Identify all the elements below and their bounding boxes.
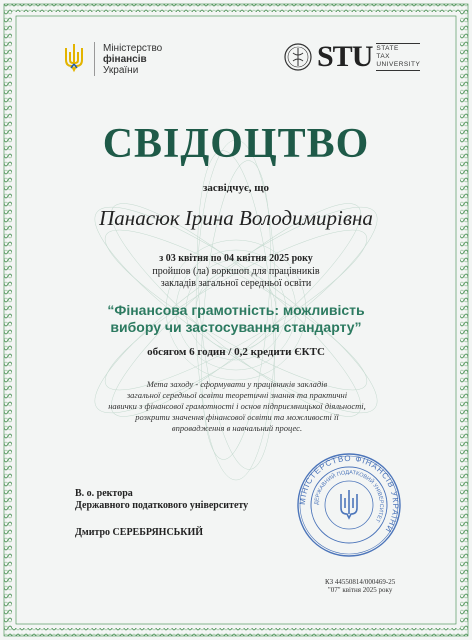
ministry-line-1: Міністерство xyxy=(103,42,163,54)
stamp-inner-text: ДЕРЖАВНИЙ ПОДАТКОВИЙ УНІВЕРСИТЕТ xyxy=(313,469,385,524)
ministry-name xyxy=(103,43,162,76)
signer-name: Дмитро СЕРЕБРЯНСЬКИЙ xyxy=(75,527,204,538)
ministry-line-3: України xyxy=(103,64,139,76)
course-volume: обсягом 6 годин / 0,2 кредити ЄКТС xyxy=(147,346,325,358)
university-abbreviation: STU xyxy=(317,40,373,73)
goal-line-3: навички з фінансової грамотності і основ підприємницької діяльності, xyxy=(108,401,366,411)
university-word-3: UNIVERSITY xyxy=(376,61,421,68)
university-logo xyxy=(283,40,420,74)
event-dates: з 03 квітня по 04 квітня 2025 року xyxy=(159,253,313,264)
university-emblem-icon xyxy=(283,41,313,73)
goal-line-4: розкрити значення фінансової освіти та можливості її xyxy=(135,412,339,422)
rector-title-line-1: В. о. ректора xyxy=(75,488,133,499)
completion-text-2: закладів загальної середньої освіти xyxy=(160,278,312,289)
recipient-name: Панасюк Ірина Володимирівна xyxy=(99,206,373,230)
certificate-title: СВІДОЦТВО xyxy=(102,121,370,167)
event-goal xyxy=(92,379,382,434)
course-title xyxy=(0,302,472,336)
rector-title xyxy=(75,488,248,512)
course-title-line-1: “Фінансова грамотність: можливість xyxy=(107,302,365,318)
course-title-line-2: вибору чи застосування стандарту” xyxy=(110,319,362,335)
registration-number: КЗ 44550814/000469-25 xyxy=(325,578,396,586)
registration-date: "07" квітня 2025 року xyxy=(327,586,393,594)
certifies-text: засвідчує, що xyxy=(202,182,270,194)
completion-text-1: пройшов (ла) воркшоп для працівників xyxy=(152,266,320,277)
university-full-name xyxy=(376,43,420,71)
official-stamp xyxy=(296,452,402,558)
rector-title-line-2: Державного податкового університету xyxy=(75,500,249,511)
ministry-line-2: фінансів xyxy=(103,53,147,65)
stamp-outer-text: МІНІСТЕРСТВО ФІНАНСІВ УКРАЇНИ xyxy=(297,453,401,535)
stamp-trident-icon xyxy=(341,490,357,518)
goal-line-1: Мета заходу - сформувати у працівників закладів xyxy=(146,379,328,389)
goal-line-5: впровадження в навчальний процес. xyxy=(171,423,303,433)
goal-line-2: загальної середньої освіти теоретичні знання та практичні xyxy=(126,390,348,400)
logo-divider xyxy=(94,42,95,76)
ministry-logo xyxy=(62,42,162,76)
university-word-2: TAX xyxy=(376,53,391,60)
registration-info xyxy=(325,578,395,594)
trident-icon xyxy=(62,42,86,76)
university-word-1: STATE xyxy=(376,45,399,52)
